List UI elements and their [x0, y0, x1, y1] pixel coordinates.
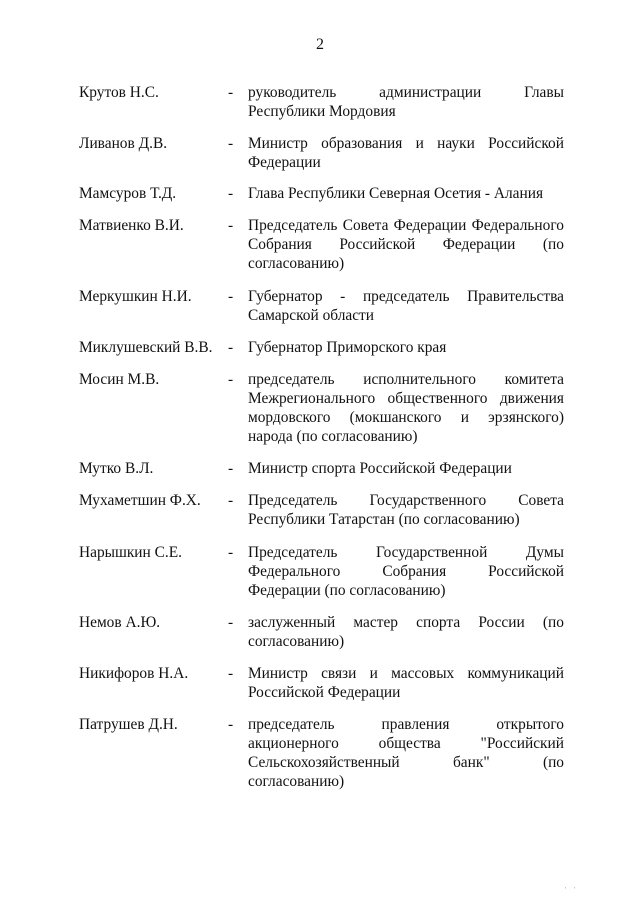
member-position: Губернатор Приморского края	[248, 339, 447, 356]
member-position: Председатель Государственной Думы Федерального Собрания Российской Федерации (по согласованию)	[248, 544, 564, 599]
member-name: Мутко В.Л.	[79, 460, 154, 477]
member-position: Губернатор - председатель Правительства Самарской области	[248, 288, 564, 324]
member-position: Министр связи и массовых коммуникаций Российской Федерации	[248, 665, 564, 701]
member-name: Миклушевский В.В.	[79, 339, 213, 356]
member-name: Мосин М.В.	[79, 371, 160, 388]
member-name: Матвиенко В.И.	[79, 217, 184, 234]
member-position: Министр спорта Российской Федерации	[248, 460, 512, 477]
member-position: председатель исполнительного комитета Межрегионального общественного движения мордовского (мокшанского и эрзянского) народа (по согласованию)	[248, 371, 564, 445]
page-number: 2	[316, 36, 324, 53]
dash-separator: -	[228, 492, 234, 509]
dash-separator: -	[228, 84, 234, 101]
dash-separator: -	[228, 135, 234, 152]
scan-mark: ' '	[565, 886, 579, 894]
dash-separator: -	[228, 339, 234, 356]
member-position: Председатель Государственного Совета Республики Татарстан (по согласованию)	[248, 492, 564, 528]
member-position: Министр образования и науки Российской Федерации	[248, 135, 564, 171]
dash-separator: -	[228, 288, 234, 305]
dash-separator: -	[228, 217, 234, 234]
member-name: Немов А.Ю.	[79, 614, 161, 631]
dash-separator: -	[228, 544, 234, 561]
member-position: руководитель администрации Главы Республики Мордовия	[248, 84, 564, 120]
dash-separator: -	[228, 716, 234, 733]
member-position: Председатель Совета Федерации Федерального Собрания Российской Федерации (по согласованию)	[248, 217, 564, 272]
dash-separator: -	[228, 371, 234, 388]
member-name: Крутов Н.С.	[79, 84, 159, 101]
dash-separator: -	[228, 460, 234, 477]
member-name: Мамсуров Т.Д.	[79, 185, 177, 202]
member-name: Нарышкин С.Е.	[79, 544, 182, 561]
member-name: Ливанов Д.В.	[79, 135, 168, 152]
member-position: Глава Республики Северная Осетия - Алания	[248, 185, 544, 202]
member-name: Мухаметшин Ф.Х.	[79, 492, 201, 509]
member-name: Никифоров Н.А.	[79, 665, 189, 682]
dash-separator: -	[228, 185, 234, 202]
dash-separator: -	[228, 614, 234, 631]
member-position: заслуженный мастер спорта России (по согласованию)	[248, 614, 564, 650]
member-position: председатель правления открытого акционерного общества "Российский Сельскохозяйственный банк" (по согласованию)	[248, 716, 564, 790]
member-name: Патрушев Д.Н.	[79, 716, 178, 733]
dash-separator: -	[228, 665, 234, 682]
member-name: Меркушкин Н.И.	[79, 288, 192, 305]
